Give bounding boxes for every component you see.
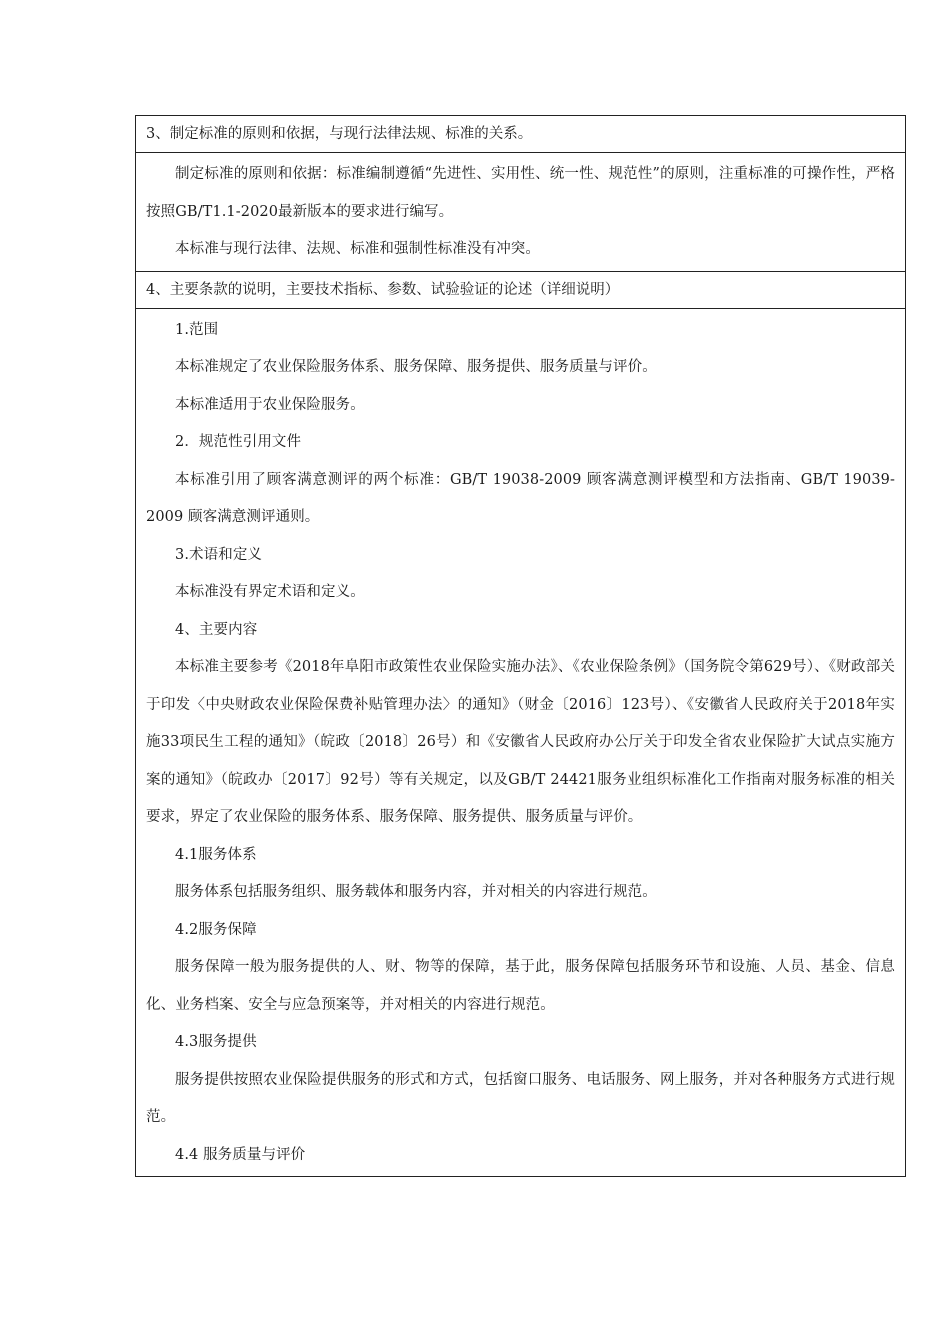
main-content-paragraph: 本标准主要参考《2018年阜阳市政策性农业保险实施办法》、《农业保险条例》（国务院令第629号）、《财政部关于印发〈中央财政农业保险保费补贴管理办法〉的通知》（财金〔2016〕123号）、《安徽省人民政府关于2018年实施33项民生工程的通知》（皖政〔2018〕26号）和《安徽省人民政府办公厅关于印发全省农业保险扩大试点实施方案的通知》（皖政办〔2017〕92号）等有关规定，以及GB/T 24421服务业组织标准化工作指南对服务标准的相关要求，界定了农业保险的服务体系、服务保障、服务提供、服务质量与评价。: [146, 659, 895, 825]
section-4-body: [136, 309, 905, 1177]
service-system-paragraph: 服务体系包括服务组织、服务载体和服务内容，并对相关的内容进行规范。: [175, 884, 657, 900]
section-3-header: 3、制定标准的原则和依据，与现行法律法规、标准的关系。: [136, 116, 905, 153]
scope-applicability-paragraph: 本标准适用于农业保险服务。: [175, 396, 365, 413]
service-guarantee-paragraph: 服务保障一般为服务提供的人、财、物等的保障，基于此，服务保障包括服务环节和设施、人员、基金、信息化、业务档案、安全与应急预案等，并对相关的内容进行规范。: [146, 959, 895, 1013]
scope-heading: 1.范围: [175, 321, 219, 338]
scope-paragraph: 本标准规定了农业保险服务体系、服务保障、服务提供、服务质量与评价。: [175, 359, 657, 375]
service-system-heading: 4.1服务体系: [175, 846, 257, 863]
service-quality-heading: 4.4 服务质量与评价: [175, 1146, 306, 1163]
main-content-heading: 4、主要内容: [175, 621, 258, 638]
section-3-body: [136, 153, 905, 272]
terms-paragraph: 本标准没有界定术语和定义。: [175, 584, 365, 600]
service-guarantee-heading: 4.2服务保障: [175, 921, 257, 938]
service-provision-heading: 4.3服务提供: [175, 1034, 257, 1050]
terms-heading: 3.术语和定义: [175, 546, 263, 563]
document-table: [135, 115, 906, 1177]
normative-references-paragraph: 本标准引用了顾客满意测评的两个标准：GB/T 19038-2009 顾客满意测评模型和方法指南、GB/T 19039-2009 顾客满意测评通则。: [146, 471, 895, 525]
section-4-header: 4、主要条款的说明，主要技术指标、参数、试验验证的论述（详细说明）: [136, 272, 905, 309]
principles-paragraph: 制定标准的原则和依据：标准编制遵循“先进性、实用性、统一性、规范性”的原则，注重标准的可操作性，严格按照GB/T1.1-2020最新版本的要求进行编写。: [146, 166, 895, 220]
normative-references-heading: 2．规范性引用文件: [175, 434, 302, 450]
service-provision-paragraph: 服务提供按照农业保险提供服务的形式和方式，包括窗口服务、电话服务、网上服务，并对各种服务方式进行规范。: [146, 1071, 895, 1125]
no-conflict-paragraph: 本标准与现行法律、法规、标准和强制性标准没有冲突。: [175, 241, 540, 257]
